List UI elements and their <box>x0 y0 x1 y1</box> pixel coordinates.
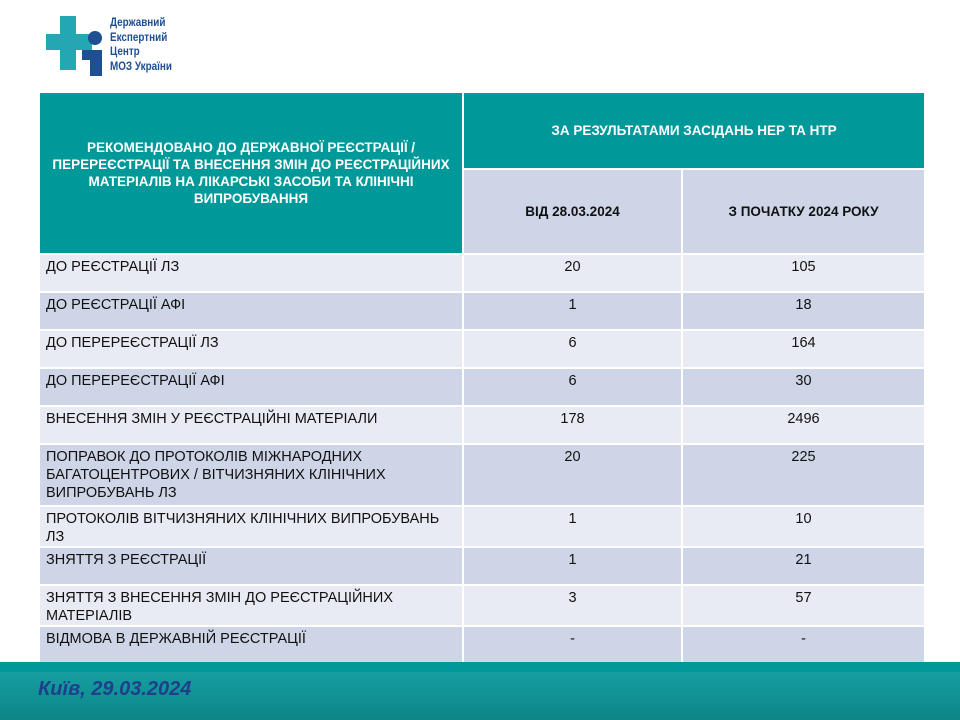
row-year-total: - <box>682 626 925 664</box>
row-label: ЗНЯТТЯ З РЕЄСТРАЦІЇ <box>39 547 463 585</box>
logo-line-2: Експертний <box>110 31 168 44</box>
row-label: ДО РЕЄСТРАЦІЇ ЛЗ <box>39 254 463 292</box>
row-year-total: 105 <box>682 254 925 292</box>
table-row <box>39 330 925 368</box>
registration-statistics-table <box>38 91 926 665</box>
row-year-total: 225 <box>682 444 925 506</box>
row-since-date: 3 <box>463 585 682 626</box>
row-label: ДО РЕЄСТРАЦІЇ АФІ <box>39 292 463 330</box>
row-label: ДО ПЕРЕРЕЄСТРАЦІЇ ЛЗ <box>39 330 463 368</box>
row-label: ВНЕСЕННЯ ЗМІН У РЕЄСТРАЦІЙНІ МАТЕРІАЛИ <box>39 406 463 444</box>
row-since-date: 20 <box>463 444 682 506</box>
table-row <box>39 547 925 585</box>
row-year-total: 21 <box>682 547 925 585</box>
row-since-date: - <box>463 626 682 664</box>
row-since-date: 6 <box>463 368 682 406</box>
logo-line-4: МОЗ України <box>110 60 172 73</box>
row-since-date: 1 <box>463 506 682 547</box>
header-year-total: З ПОЧАТКУ 2024 РОКУ <box>682 169 925 254</box>
footer-divider <box>0 662 960 672</box>
logo-line-3: Центр <box>110 46 140 58</box>
row-label: ПОПРАВОК ДО ПРОТОКОЛІВ МІЖНАРОДНИХ БАГАТОЦЕНТРОВИХ / ВІТЧИЗНЯНИХ КЛІНІЧНИХ ВИПРОБУВАНЬ ЛЗ <box>39 444 463 506</box>
row-year-total: 18 <box>682 292 925 330</box>
row-year-total: 2496 <box>682 406 925 444</box>
header-group-results: ЗА РЕЗУЛЬТАТАМИ ЗАСІДАНЬ НЕР ТА НТР <box>463 92 925 169</box>
row-label: ЗНЯТТЯ З ВНЕСЕННЯ ЗМІН ДО РЕЄСТРАЦІЙНИХ МАТЕРІАЛІВ <box>39 585 463 626</box>
row-since-date: 178 <box>463 406 682 444</box>
footer-date: Київ, 29.03.2024 <box>38 678 192 700</box>
medical-cross-logo-icon <box>46 14 108 78</box>
row-year-total: 30 <box>682 368 925 406</box>
row-year-total: 57 <box>682 585 925 626</box>
row-since-date: 1 <box>463 547 682 585</box>
row-label: ДО ПЕРЕРЕЄСТРАЦІЇ АФІ <box>39 368 463 406</box>
logo <box>46 14 186 78</box>
table-row <box>39 406 925 444</box>
row-since-date: 1 <box>463 292 682 330</box>
table-row <box>39 444 925 506</box>
table-row <box>39 368 925 406</box>
table-row <box>39 626 925 664</box>
header-since-date: ВІД 28.03.2024 <box>463 169 682 254</box>
table-row <box>39 292 925 330</box>
row-year-total: 10 <box>682 506 925 547</box>
row-label: ПРОТОКОЛІВ ВІТЧИЗНЯНИХ КЛІНІЧНИХ ВИПРОБУВАНЬ ЛЗ <box>39 506 463 547</box>
header-category: РЕКОМЕНДОВАНО ДО ДЕРЖАВНОЇ РЕЄСТРАЦІЇ /ПЕРЕРЕЄСТРАЦІЇ ТА ВНЕСЕННЯ ЗМІН ДО РЕЄСТРАЦІЙНИХ МАТЕРІАЛІВ НА ЛІКАРСЬКІ ЗАСОБИ ТА КЛІНІЧНІ ВИПРОБУВАННЯ <box>39 92 463 254</box>
table-row <box>39 254 925 292</box>
logo-text <box>110 16 172 74</box>
row-label: ВІДМОВА В ДЕРЖАВНІЙ РЕЄСТРАЦІЇ <box>39 626 463 664</box>
logo-line-1: Державний <box>110 17 166 29</box>
table-row <box>39 585 925 626</box>
row-year-total: 164 <box>682 330 925 368</box>
row-since-date: 6 <box>463 330 682 368</box>
table-row <box>39 506 925 547</box>
row-since-date: 20 <box>463 254 682 292</box>
